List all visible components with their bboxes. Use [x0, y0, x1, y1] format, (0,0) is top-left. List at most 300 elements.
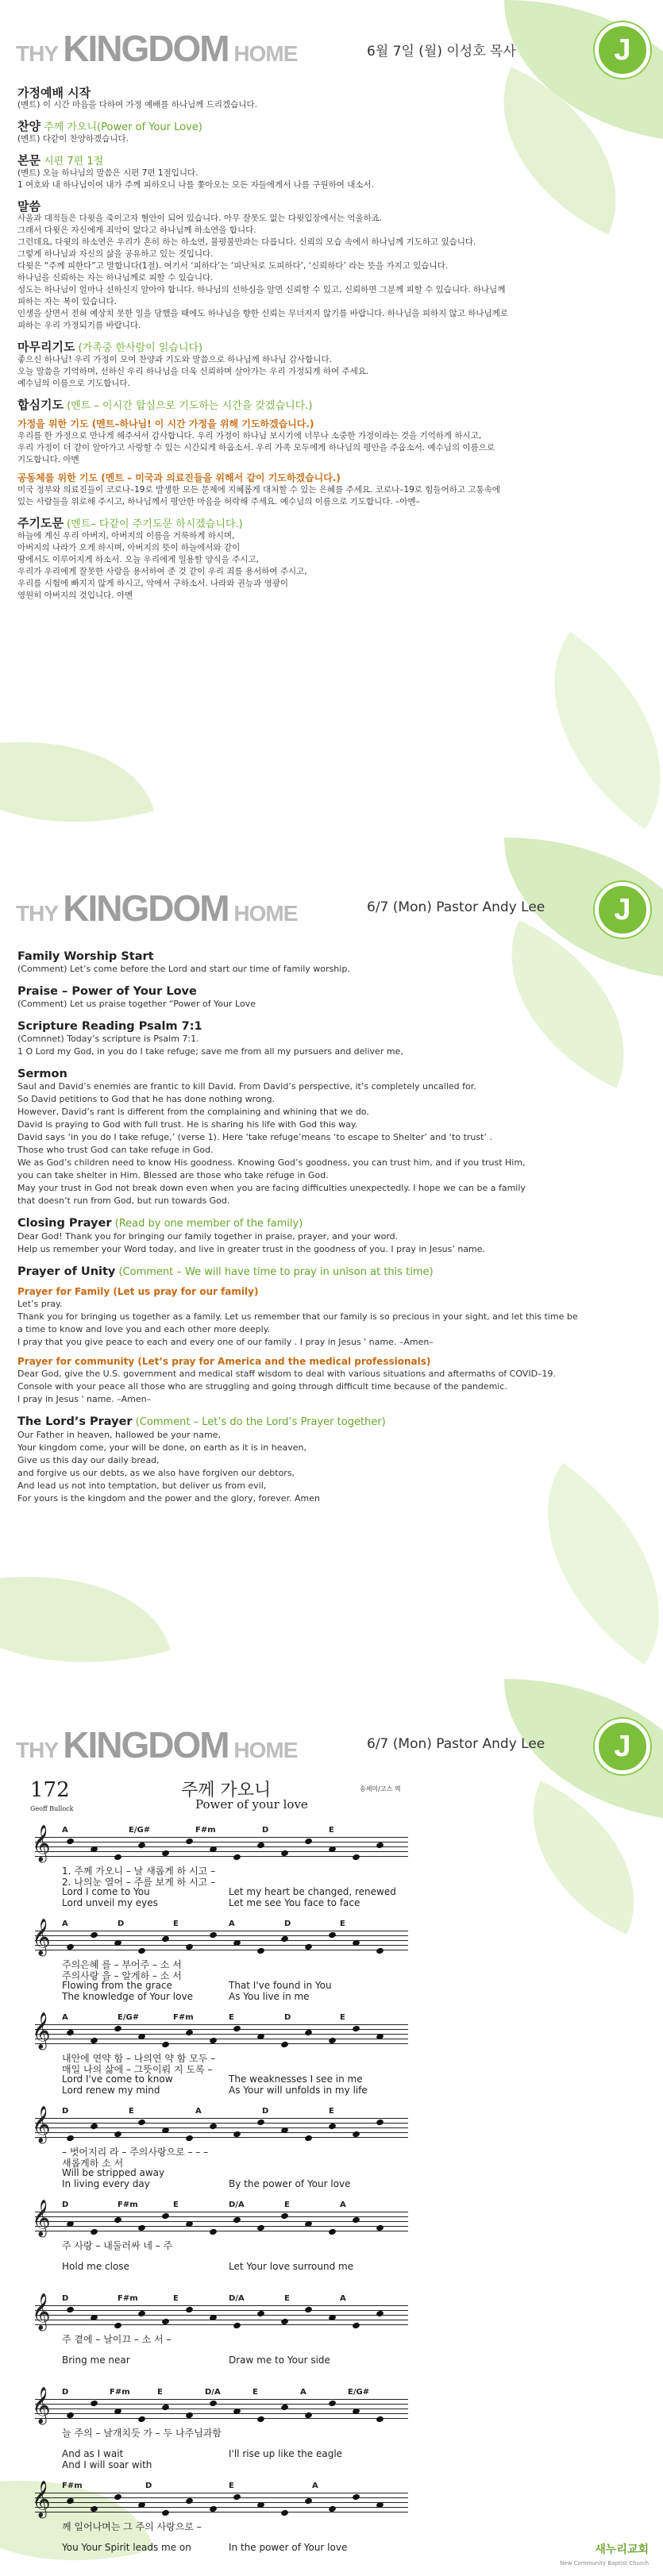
- lyric-english: The knowledge of Your love: [62, 1991, 193, 2002]
- section-line: 1 여호와 내 하나님이여 내가 주께 피하오니 나를 쫓아오는 모든 자들에게서 나를 구원하여 내소서.: [17, 180, 374, 190]
- chord-label: E: [173, 1919, 179, 1928]
- music-note: [137, 1842, 146, 1850]
- section-title-sub: 주께 가오니(Power of Your Love): [40, 121, 202, 133]
- section-title-sub: (Comment – We will have time to pray in unison at this time): [115, 1266, 434, 1278]
- lyric-english: I'll rise up like the eagle: [229, 2448, 343, 2459]
- section-line: 인생을 살면서 전혀 예상치 못한 일을 당했을 때에도 하나님을 향한 신뢰는 무너지지 않기를 바랍니다. 하나님을 피하지 않고 하나님께로: [17, 309, 508, 318]
- worship-guide-korean: [17, 78, 646, 602]
- chord-label: D: [62, 2201, 69, 2209]
- chord-label: E: [284, 2201, 290, 2209]
- music-note: [137, 2119, 146, 2127]
- chord-label: D: [62, 2107, 69, 2116]
- music-note: [209, 2123, 218, 2131]
- section-line: that doesn’t run from God, but run towards God.: [17, 1196, 230, 1206]
- music-note: [304, 2135, 313, 2143]
- music-note: [161, 2041, 170, 2049]
- chord-label: E: [229, 2013, 234, 2022]
- music-note: [280, 2212, 289, 2220]
- chord-label: A: [62, 1826, 68, 1835]
- staff-line: [35, 2024, 408, 2025]
- music-note: [328, 1931, 337, 1939]
- staff-line: [35, 2399, 408, 2400]
- lyric-korean: 주 곁에 – 날이끄 – 소 서 –: [62, 2334, 172, 2345]
- music-note: [280, 2509, 289, 2517]
- chord-label: D/A: [229, 2294, 245, 2303]
- lyric-english: Lord renew my mind: [62, 2085, 160, 2096]
- chord-label: D: [62, 2388, 69, 2397]
- chord-label: D: [262, 2107, 269, 2116]
- section-line: (Comment) Let us praise together “Power of Your Love: [17, 999, 256, 1009]
- lyric-english: Hold me close: [62, 2261, 129, 2272]
- staff-line: [35, 1940, 408, 1941]
- music-note: [352, 2493, 360, 2501]
- section-line: Console with your peace all those who are struggling and going through difficult time because of the pandemic.: [17, 1381, 507, 1392]
- music-note: [233, 2493, 241, 2501]
- music-note: [114, 2493, 122, 2501]
- section-line: I pray in Jesus ' name. –Amen–: [17, 1394, 152, 1404]
- section-title-main: The Lord’s Prayer: [17, 1415, 133, 1428]
- music-note: [376, 2310, 384, 2318]
- section-line: 미국 정부와 의료진들이 코로나–19로 발생한 모든 문제에 지혜롭게 대처할 수 있는 은혜를 주세요. 코로나–19로 힘들어하고 고통속에: [17, 485, 500, 495]
- section-line: I pray that you give peace to each and every one of our family . I pray in Jesus ' name. –Amen–: [17, 1337, 434, 1347]
- staff-line: [35, 2034, 408, 2035]
- music-note: [352, 2216, 360, 2224]
- section-line: Saul and David’s enemies are frantic to kill David. From David’s perspective, it’s completely uncalled for.: [17, 1081, 476, 1092]
- music-note: [114, 2216, 122, 2224]
- lyric-english: Draw me to Your side: [229, 2355, 330, 2366]
- section-line: 예수님의 이름으로 기도합니다.: [17, 379, 130, 388]
- chord-label: E: [340, 2013, 345, 2022]
- music-note: [304, 2497, 313, 2505]
- chord-label: A: [340, 2201, 346, 2209]
- section-title-main: Closing Prayer: [17, 1217, 112, 1230]
- music-note: [209, 2228, 218, 2236]
- section-line: 있는 사람들을 위로해 주시고, 하나님께서 평안한 마음을 허락해 주세요. 예수님의 이름으로 기도합니다. –아멘–: [17, 497, 420, 506]
- lyric-korean: 내안에 연약 함 – 나의연 약 함 모두 –: [62, 2053, 216, 2064]
- music-note: [280, 2041, 289, 2049]
- chord-label: A: [195, 2107, 202, 2116]
- chord-label: F#m: [195, 1826, 216, 1835]
- music-note: [66, 2497, 75, 2505]
- chord-label: E: [284, 2294, 290, 2303]
- chord-label: E: [173, 2201, 179, 2209]
- music-note: [352, 1854, 360, 1862]
- page-header: [0, 877, 663, 933]
- lyric-english: As You live in me: [229, 1991, 310, 2002]
- music-note: [328, 2123, 337, 2131]
- section-title-main: 본문: [17, 153, 40, 167]
- music-note: [185, 2306, 194, 2314]
- section-title-main: 가정을 위한 기도: [17, 418, 89, 429]
- lyric-english: Flowing from the grace: [62, 1980, 172, 1991]
- lyric-english: That I've found in You: [229, 1980, 332, 1991]
- section-line: Let’s pray.: [17, 1299, 63, 1309]
- section-title: [17, 1355, 646, 1368]
- brand-logo: THY KINGDOM HOME: [16, 28, 298, 69]
- section-title-main: 말씀: [17, 199, 40, 214]
- lyric-korean: 주 사랑 – 내둘러싸 네 – 주: [62, 2240, 173, 2251]
- music-note: [304, 2029, 313, 2037]
- header-date: 6/7 (Mon) Pastor Andy Lee: [367, 899, 545, 915]
- section-line: 다윗은 “주께 피한다”고 말합니다(1절). 여기서 ‘피하다’는 ‘피난처로 도피하다’, ‘신뢰하다’ 라는 뜻을 가지고 있습니다.: [17, 261, 449, 271]
- j-badge-icon: J: [595, 1719, 650, 1774]
- section-line: May your trust in God not break down even when you are facing difficulties unexpectedly. I hope we can be a family: [17, 1183, 526, 1193]
- staff-line: [35, 2043, 408, 2044]
- music-note: [304, 2306, 313, 2314]
- section-line: 좋으신 하나님! 우리 가정이 모여 찬양과 기도와 말씀으로 하나님께 하나님 감사합니다.: [17, 355, 332, 364]
- music-note: [161, 2212, 170, 2220]
- chord-label: A: [62, 2013, 68, 2022]
- section-line: 우리를 시험에 빠지지 않게 하시고, 악에서 구하소서. 나라와 권능과 영광이: [17, 579, 289, 588]
- lyric-english: Will be stripped away: [62, 2167, 165, 2178]
- chord-label: E: [252, 2388, 258, 2397]
- music-note: [256, 2119, 265, 2127]
- music-note: [328, 2400, 337, 2408]
- section-title-main: 합심기도: [17, 398, 64, 412]
- section-line: (Comment) Let’s come before the Lord and start our time of family worship.: [17, 964, 350, 974]
- lyric-english: Lord I've come to know: [62, 2074, 173, 2085]
- lyric-korean: 새롭게하 소 서: [62, 2158, 124, 2169]
- music-note: [376, 2416, 384, 2424]
- chord-label: A: [340, 2294, 346, 2303]
- music-note: [376, 1947, 384, 1955]
- j-badge-icon: J: [595, 22, 650, 78]
- section-line: However, David’s rant is different from the complaining and whining that we do.: [17, 1107, 369, 1117]
- section-line: 1 O Lord my God, in you do I take refuge; save me from all my pursuers and deliver me,: [17, 1046, 403, 1057]
- music-note: [161, 2509, 170, 2517]
- section-title: [17, 950, 646, 963]
- lyric-english: As Your will unfolds in my life: [229, 2085, 368, 2096]
- section-title-main: Family Worship Start: [17, 950, 154, 963]
- section-title-sub: (멘트– 다같이 주기도문 하시겠습니다.): [63, 518, 243, 530]
- chord-label: E: [340, 1919, 345, 1928]
- lyric-english: And I will soar with: [62, 2459, 152, 2470]
- section-line: (Comnnet) Today’s scripture is Psalm 7:1.: [17, 1034, 199, 1044]
- staff-line: [35, 2137, 408, 2138]
- section-title-main: Prayer for Family: [17, 1286, 110, 1297]
- chord-label: E: [157, 2388, 163, 2397]
- lyric-english: Let me see You face to face: [229, 1897, 360, 1908]
- lyric-english: You Your Spirit leads me on: [62, 2542, 191, 2553]
- music-note: [114, 2322, 122, 2330]
- music-note: [185, 2029, 194, 2037]
- section-line: (멘트) 이 시간 마음을 다하여 가정 예배를 하나님께 드리겠습니다.: [17, 100, 257, 110]
- section-line: Dear God, give the U.S. government and medical staff wisdom to deal with various situations and aftermaths of COVID–19.: [17, 1369, 557, 1379]
- section-line: Dear God! Thank you for bringing our family together in praise, prayer, and your word.: [17, 1231, 399, 1242]
- page-english: [0, 837, 663, 1679]
- music-note: [304, 1838, 313, 1846]
- section-title: [17, 341, 646, 354]
- music-note: [209, 1931, 218, 1939]
- section-title: [17, 985, 646, 998]
- section-line: (멘트) 다같이 찬양하겠습니다.: [17, 134, 129, 144]
- music-note: [280, 1935, 289, 1943]
- treble-clef-icon: 𝄞: [32, 2481, 51, 2517]
- hymn-composer: Geoff Bullock: [30, 1805, 74, 1812]
- music-note: [114, 1854, 122, 1862]
- section-title-main: 가정예배 시작: [17, 86, 91, 100]
- music-note: [209, 2400, 218, 2408]
- chord-label: D: [118, 1919, 125, 1928]
- chord-label: E/G#: [129, 1826, 151, 1835]
- page-header: [0, 1714, 663, 1769]
- chord-label: E: [129, 2107, 134, 2116]
- music-note: [66, 1838, 75, 1846]
- music-note: [161, 1935, 170, 1943]
- music-note: [161, 2404, 170, 2412]
- lyric-english: Lord unveil my eyes: [62, 1897, 158, 1908]
- section-line: For yours is the kingdom and the power and the glory, forever. Amen: [17, 1493, 320, 1504]
- section-line: 우리 가정이 더 같이 알아가고 사랑할 수 있는 시간되게 하옵소서. 우리 가족 모두에게 하나님의 평안을 주옵소서. 예수님의 이름으로: [17, 443, 495, 452]
- section-title: [17, 399, 646, 412]
- chord-label: A: [312, 2482, 318, 2490]
- music-note: [137, 2416, 146, 2424]
- music-note: [233, 2216, 241, 2224]
- section-title: [17, 472, 646, 484]
- music-note: [256, 2310, 265, 2318]
- section-line: Our Father in heaven, hallowed be your name,: [17, 1430, 221, 1440]
- lyric-korean: 주의사랑 을 – 알게하 – 소 서: [62, 1970, 182, 1981]
- section-title-main: Praise – Power of Your Love: [17, 985, 197, 998]
- section-title: [17, 1415, 646, 1429]
- staff-line: [35, 2502, 408, 2503]
- section-line: 하늘에 계신 우리 아버지, 아버지의 이름을 거룩하게 하시며,: [17, 531, 235, 541]
- music-note: [90, 2123, 98, 2131]
- j-badge-icon: J: [595, 882, 650, 938]
- brand-logo: THY KINGDOM HOME: [16, 888, 298, 929]
- section-title: [17, 155, 646, 167]
- staff-line: [35, 2123, 408, 2124]
- chord-label: D: [262, 1826, 269, 1835]
- section-line: Those who trust God can take refuge in God.: [17, 1145, 214, 1155]
- section-title: [17, 1020, 646, 1033]
- treble-clef-icon: 𝄞: [32, 2293, 51, 2330]
- header-date: 6/7 (Mon) Pastor Andy Lee: [367, 1736, 545, 1752]
- section-title-main: Scripture Reading Psalm 7:1: [17, 1020, 202, 1033]
- chord-label: A: [62, 1919, 68, 1928]
- music-note: [90, 1931, 98, 1939]
- lyric-english: In the power of Your love: [229, 2542, 348, 2553]
- chord-label: F#m: [118, 2201, 138, 2209]
- chord-label: E/G#: [118, 2013, 140, 2022]
- section-line: 사울과 대적들은 다윗을 죽이고자 혈안이 되어 있습니다. 아무 잘못도 없는 다윗입장에서는 억울하죠.: [17, 214, 383, 223]
- section-title-sub: (멘트 – 이시간 합심으로 기도하는 시간을 갖겠습니다.): [63, 400, 313, 412]
- leaf-decoration: [502, 631, 663, 829]
- section-title-sub: (가족중 한사람이 읽습니다): [75, 342, 203, 354]
- page-header: [0, 17, 663, 73]
- music-note: [280, 2404, 289, 2412]
- section-line: Help us remember your Word today, and live in greater trust in the goodness of you. I pray in Jesus’ name.: [17, 1244, 486, 1254]
- music-note: [233, 1854, 241, 1862]
- chord-label: E: [229, 2482, 234, 2490]
- lyric-korean: 1. 주께 가오니 – 날 새롭게 하 시고 –: [62, 1866, 216, 1877]
- chord-label: F#m: [173, 2013, 194, 2022]
- chord-label: F#m: [62, 2482, 83, 2490]
- section-line: And lead us not into temptation, but deliver us from evil,: [17, 1481, 267, 1491]
- staff-line: [35, 2226, 408, 2227]
- section-title-main: 마무리기도: [17, 340, 75, 354]
- chord-label: E: [329, 2107, 334, 2116]
- chord-label: F#m: [110, 2388, 130, 2397]
- lyric-korean: 2. 나의눈 열어 – 주를 보게 하 시고 –: [62, 1877, 216, 1888]
- section-title: [17, 418, 646, 430]
- music-note: [137, 1947, 146, 1955]
- hymn-number: 172: [30, 1778, 70, 1802]
- chord-label: A: [300, 2388, 306, 2397]
- lyric-korean: 매일 나의 삶에 – 그뜻이뤄 지 도록 –: [62, 2064, 213, 2075]
- section-title-sub: (Let us pray for our family): [110, 1286, 259, 1297]
- section-line: We as God’s children need to know His goodness. Knowing God’s goodness, you can trust him, and if you trust Him,: [17, 1157, 526, 1168]
- section-title: [17, 121, 646, 133]
- chord-label: E: [329, 1826, 334, 1835]
- brand-logo: THY KINGDOM HOME: [16, 1724, 298, 1765]
- lyric-korean: – 벗어지리 라 – 주의사랑으로 – – –: [62, 2147, 209, 2158]
- section-line: 성도는 하나님이 얼마나 선하신지 알아야 합니다. 하나님의 선하심을 알면 신뢰할 수 있고, 신뢰하면 그분께 피할 수 있습니다. 하나님께: [17, 285, 506, 295]
- leaf-decoration: [0, 1535, 171, 1679]
- hymn-title-ko: 주께 가오니: [181, 1781, 272, 1800]
- section-line: 우리가 우리에게 잘못한 사람을 용서하여 준 것 같이 우리 죄를 용서하여 주시고,: [17, 567, 307, 576]
- section-title-sub: (Let’s pray for America and the medical professionals): [134, 1356, 431, 1367]
- staff-line: [35, 2118, 408, 2119]
- music-note: [66, 2135, 75, 2143]
- hymn-title-en: Power of your love: [195, 1797, 308, 1812]
- lyric-english: Bring me near: [62, 2355, 130, 2366]
- section-title-sub: (Read by one member of the family): [111, 1218, 303, 1230]
- lyric-english: In living every day: [62, 2178, 150, 2189]
- chord-label: D/A: [205, 2388, 221, 2397]
- section-line: Your kingdom come, your will be done, on earth as it is in heaven,: [17, 1442, 306, 1453]
- lyric-korean: 께 일어나며는 그 주의 사랑으로 –: [62, 2521, 202, 2532]
- hymn-sheet: [14, 1762, 586, 2564]
- section-line: 하나님을 신뢰하는 자는 하나님께로 피할 수 있습니다.: [17, 273, 214, 283]
- section-title-sub: (멘트 – 미국과 의료진들을 위해서 같이 기도하겠습니다.): [98, 472, 341, 483]
- section-line: So David petitions to God that he has done nothing wrong.: [17, 1094, 276, 1104]
- section-title: [17, 1285, 646, 1298]
- worship-guide-english: [17, 941, 646, 1505]
- music-note: [90, 2228, 98, 2236]
- section-title-main: 공동체를 위한 기도: [17, 472, 98, 483]
- chord-label: A: [229, 1919, 235, 1928]
- section-line: a time to know and love you and each other more deeply.: [17, 1324, 271, 1334]
- section-line: 오늘 말씀을 기억하며, 선하신 우리 하나님을 더욱 신뢰하며 살아가는 우리 가정되게 하여 주세요.: [17, 367, 369, 376]
- music-note: [328, 2228, 337, 2236]
- church-logo: 새누리교회: [595, 2543, 649, 2556]
- section-title-sub: 시편 7편 1절: [40, 156, 104, 167]
- section-line: 영원히 아버지의 것입니다. 아멘: [17, 591, 133, 600]
- lyric-english: Lord I come to You: [62, 1886, 150, 1897]
- music-note: [185, 1838, 194, 1846]
- chord-label: F#m: [118, 2294, 138, 2303]
- section-line: 그런데요, 다윗의 하소연은 우리가 흔히 하는 하소연, 불평불만과는 다릅니다. 신뢰의 모습 속에서 하나님께 기도하고 있습니다.: [17, 237, 476, 247]
- section-title: [17, 1217, 646, 1230]
- lyric-english: Let my heart be changed, renewed: [229, 1886, 396, 1897]
- music-note: [185, 2135, 194, 2143]
- chord-label: D/A: [229, 2201, 245, 2209]
- section-title: [17, 201, 646, 213]
- treble-clef-icon: 𝄞: [32, 2106, 51, 2143]
- section-line: 우리를 한 가정으로 만나게 해주셔서 감사합니다. 우리 가정이 하나님 보시기에 너무나 소중한 가정이라는 것을 기억하게 하시고,: [17, 431, 482, 441]
- treble-clef-icon: 𝄞: [32, 2387, 51, 2424]
- section-title-main: Prayer of Unity: [17, 1265, 116, 1278]
- section-line: 그렇게 하나님과 자신의 삶을 공유하고 있는 것입니다.: [17, 249, 214, 259]
- section-line: you can take shelter in Him. Blessed are those who take refuge in God.: [17, 1170, 329, 1180]
- music-note: [114, 2025, 122, 2033]
- music-note: [352, 2025, 360, 2033]
- hymn-translator: 송세미/고스 역: [360, 1785, 401, 1792]
- leaf-decoration: [0, 703, 154, 837]
- section-line: Thank you for bringing us together as a family. Let us remember that our family is so precious in your sight, and let this time be: [17, 1311, 578, 1322]
- section-title-main: Prayer for community: [17, 1356, 135, 1367]
- music-note: [90, 2400, 98, 2408]
- staff-line: [35, 2418, 408, 2419]
- page-hymn: [0, 1679, 663, 2576]
- section-line: 기도합니다. 아멘: [17, 455, 79, 464]
- music-note: [233, 2322, 241, 2330]
- section-line: Give us this day our daily bread,: [17, 1455, 160, 1465]
- chord-label: D: [284, 1919, 291, 1928]
- page-korean: [0, 0, 663, 837]
- section-line: 땅에서도 이루어지게 하소서. 오늘 우리에게 일용할 양식을 주시고,: [17, 555, 259, 564]
- treble-clef-icon: 𝄞: [32, 1825, 51, 1862]
- section-line: 피하는 자는 복이 있습니다.: [17, 297, 117, 306]
- music-note: [137, 2310, 146, 2318]
- section-title-sub: (Comment – Let’s do the Lord’s Prayer together): [132, 1416, 386, 1428]
- section-line: David is praying to God with full trust. He is sharing his life with God this way.: [17, 1119, 358, 1130]
- staff-line: [35, 2413, 408, 2414]
- lyric-korean: 주의은혜 를 – 부어주 – 소 서: [62, 1959, 182, 1970]
- lyric-english: Let Your love surround me: [229, 2261, 354, 2272]
- section-line: 아버지의 나라가 오게 하시며, 아버지의 뜻이 하늘에서와 같이: [17, 543, 241, 553]
- music-note: [376, 1842, 384, 1850]
- section-title: [17, 518, 646, 530]
- staff-line: [35, 2310, 408, 2311]
- header-date: 6월 7일 (월) 이성호 목사: [367, 44, 516, 60]
- treble-clef-icon: 𝄞: [32, 2012, 51, 2049]
- section-title-sub: (멘트–하나님! 이 시간 가정을 위해 기도하겠습니다.): [88, 418, 314, 429]
- section-title-main: 주기도문: [17, 516, 64, 530]
- music-note: [376, 2119, 384, 2127]
- music-note: [233, 2025, 241, 2033]
- church-subtitle: New Community Baptist Church: [560, 2560, 649, 2566]
- chord-label: D: [284, 2013, 291, 2022]
- staff-line: [35, 2305, 408, 2306]
- music-note: [256, 2416, 265, 2424]
- section-title: [17, 1068, 646, 1080]
- music-note: [352, 2322, 360, 2330]
- lyric-english: By the power of Your love: [229, 2178, 351, 2189]
- chord-label: E: [173, 2294, 179, 2303]
- section-line: (멘트) 오늘 하나님의 말씀은 시편 7편 1절입니다.: [17, 168, 199, 178]
- section-title: [17, 1265, 646, 1279]
- staff-line: [35, 1837, 408, 1838]
- music-note: [256, 1947, 265, 1955]
- staff-line: [35, 1945, 408, 1946]
- section-line: 그래서 다윗은 자신에게 죄악이 없다고 하나님께 하소연을 합니다.: [17, 225, 256, 235]
- chord-label: D: [62, 2294, 69, 2303]
- music-note: [256, 1842, 265, 1850]
- section-title-main: Sermon: [17, 1068, 67, 1080]
- chord-label: D: [145, 2482, 152, 2490]
- lyric-english: The weaknesses I see in me: [229, 2074, 363, 2085]
- section-line: 피하는 우리 가정되기를 바랍니다.: [17, 321, 141, 330]
- section-line: and forgive us our debts, as we also have forgiven our debtors,: [17, 1468, 295, 1478]
- music-note: [66, 2029, 75, 2037]
- music-note: [185, 2497, 194, 2505]
- staff-line: [35, 2216, 408, 2217]
- chord-label: E/G#: [348, 2388, 370, 2397]
- lyric-korean: 늘 주의 – 날개치듯 가 – 두 나주님과함: [62, 2428, 222, 2439]
- section-title-main: 찬양: [17, 119, 40, 133]
